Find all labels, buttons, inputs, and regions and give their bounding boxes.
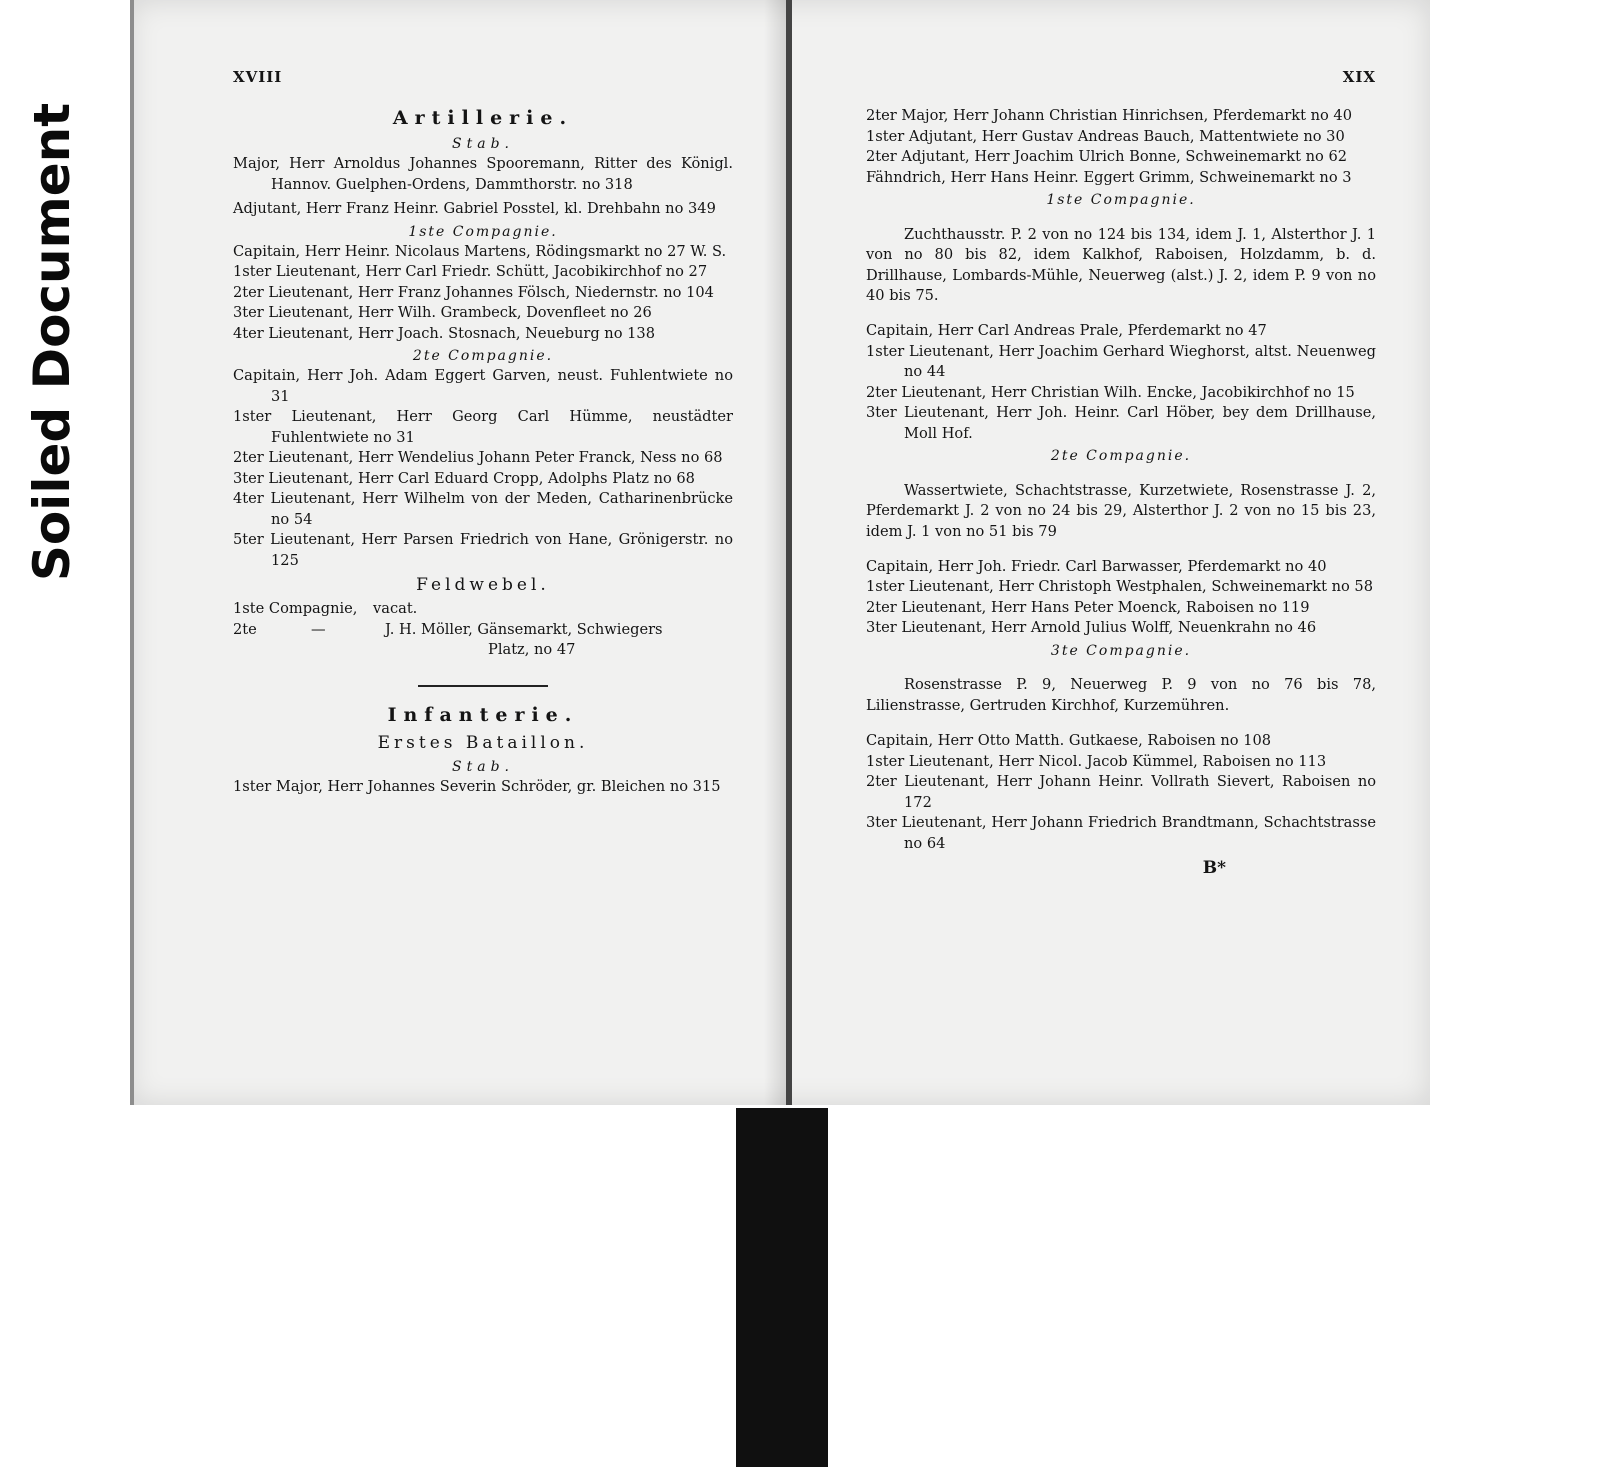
feldwebel-company: 1ste Compagnie, <box>233 600 358 617</box>
bookmark-ribbon <box>736 1108 828 1467</box>
section-divider <box>418 685 548 687</box>
infanterie-heading: Infanterie. <box>387 703 579 726</box>
roster-entry: 5ter Lieutenant, Herr Parsen Friedrich von Hane, Grönigerstr. no 125 <box>233 531 733 569</box>
soiled-document-stamp <box>22 92 82 592</box>
infanterie-company-3-label: 3te Compagnie. <box>1050 642 1192 659</box>
infanterie-stab-label: Stab. <box>452 758 514 775</box>
roster-entry: 2ter Lieutenant, Herr Hans Peter Moenck, Raboisen no 119 <box>866 598 1310 616</box>
roster-entry: 2ter Adjutant, Herr Joachim Ulrich Bonne, Schweinemarkt no 62 <box>866 148 1348 165</box>
artillerie-stab-label: Stab. <box>452 136 514 152</box>
artillerie-company-1-label: 1ste Compagnie. <box>408 223 558 240</box>
roster-entry: 4ter Lieutenant, Herr Joach. Stosnach, Neueburg no 138 <box>233 324 655 342</box>
feldwebel-heading: Feldwebel. <box>416 575 550 595</box>
feldwebel-continuation: Platz, no 47 <box>488 641 576 658</box>
book-left-edge <box>130 0 134 1105</box>
roster-entry: Major, Herr Arnoldus Johannes Spooremann, Ritter des Königl. Hannov. Guelphen-Ordens, Dammthorstr. no 318 <box>233 155 733 193</box>
left-page-content <box>233 102 733 797</box>
gutter-shadow <box>764 0 786 1105</box>
right-page <box>866 0 1376 1100</box>
roster-entry: 1ster Adjutant, Herr Gustav Andreas Bauch, Mattentwiete no 30 <box>866 127 1345 145</box>
feldwebel-ditto-dash: — <box>311 620 326 638</box>
roster-entry: 1ster Major, Herr Johannes Severin Schröder, gr. Bleichen no 315 <box>233 777 721 795</box>
company-district-description: Wassertwiete, Schachtstrasse, Kurzetwiete, Rosenstrasse J. 2, Pferdemarkt J. 2 von no 24 bis 29, Alsterthor J. 2 von no 15 bis 23, idem J. 1 von no 51 bis 79 <box>866 481 1376 540</box>
roster-entry: 2ter Major, Herr Johann Christian Hinrichsen, Pferdemarkt no 40 <box>866 107 1352 124</box>
stamp-text: Soiled Document <box>23 102 81 582</box>
artillerie-heading: Artillerie. <box>392 107 574 129</box>
roster-entry: 1ster Lieutenant, Herr Joachim Gerhard Wieghorst, altst. Neuenweg no 44 <box>866 342 1376 381</box>
feldwebel-row-1 <box>233 599 733 620</box>
infanterie-company-2-label: 2te Compagnie. <box>1050 448 1192 465</box>
company-district-description: Zuchthausstr. P. 2 von no 124 bis 134, idem J. 1, Alsterthor J. 1 von no 80 bis 82, idem Kalkhof, Raboisen, Holzdamm, b. d. Drillhause, Lombards-Mühle, Neuerweg (alst.) J. 2, idem P. 9 von no 40 bis 75. <box>866 225 1376 305</box>
feldwebel-name: J. H. Möller, Gänsemarkt, Schwiegers <box>385 620 663 638</box>
roster-entry: Capitain, Herr Joh. Adam Eggert Garven, neust. Fuhlentwiete no 31 <box>233 367 733 405</box>
roster-entry: 2ter Lieutenant, Herr Franz Johannes Fölsch, Niedernstr. no 104 <box>233 283 714 301</box>
roster-entry: 2ter Lieutenant, Herr Wendelius Johann Peter Franck, Ness no 68 <box>233 449 723 466</box>
book-gutter <box>786 0 792 1105</box>
right-page-content <box>866 106 1376 878</box>
roster-entry: Adjutant, Herr Franz Heinr. Gabriel Posstel, kl. Drehbahn no 349 <box>233 200 716 217</box>
battalion-heading: Erstes Bataillon. <box>377 732 589 753</box>
company-district-description: Rosenstrasse P. 9, Neuerweg P. 9 von no 76 bis 78, Lilienstrasse, Gertruden Kirchhof, Kurzemühren. <box>866 676 1376 714</box>
roster-entry: 1ster Lieutenant, Herr Nicol. Jacob Kümmel, Raboisen no 113 <box>866 752 1327 770</box>
roster-entry: 2ter Lieutenant, Herr Johann Heinr. Vollrath Sievert, Raboisen no 172 <box>866 773 1376 811</box>
roster-entry: 3ter Lieutenant, Herr Carl Eduard Cropp, Adolphs Platz no 68 <box>233 469 695 487</box>
roster-entry: 3ter Lieutenant, Herr Johann Friedrich Brandtmann, Schachtstrasse no 64 <box>866 814 1376 852</box>
signature-mark: B* <box>1202 858 1226 879</box>
roster-entry: Capitain, Herr Heinr. Nicolaus Martens, Rödingsmarkt no 27 W. S. <box>233 242 727 260</box>
feldwebel-name: vacat. <box>373 600 418 617</box>
infanterie-company-1-label: 1ste Compagnie. <box>1046 192 1196 208</box>
roster-entry: Capitain, Herr Carl Andreas Prale, Pferdemarkt no 47 <box>866 322 1267 340</box>
left-page <box>233 0 733 1100</box>
roster-entry: Capitain, Herr Joh. Friedr. Carl Barwasser, Pferdemarkt no 40 <box>866 557 1327 575</box>
roster-entry: Capitain, Herr Otto Matth. Gutkaese, Raboisen no 108 <box>866 732 1272 750</box>
roster-entry: Fähndrich, Herr Hans Heinr. Eggert Grimm, Schweinemarkt no 3 <box>866 168 1352 186</box>
feldwebel-company: 2te <box>233 620 257 638</box>
roster-entry: 3ter Lieutenant, Herr Arnold Julius Wolff, Neuenkrahn no 46 <box>866 619 1317 637</box>
roster-entry: 1ster Lieutenant, Herr Georg Carl Hümme, neustädter Fuhlentwiete no 31 <box>233 408 733 446</box>
feldwebel-row-2 <box>233 620 733 641</box>
roster-entry: 1ster Lieutenant, Herr Carl Friedr. Schütt, Jacobikirchhof no 27 <box>233 263 708 280</box>
roster-entry: 4ter Lieutenant, Herr Wilhelm von der Meden, Catharinenbrücke no 54 <box>233 490 733 528</box>
roster-entry: 3ter Lieutenant, Herr Joh. Heinr. Carl Höber, bey dem Drillhause, Moll Hof. <box>866 404 1376 442</box>
left-page-number: XVIII <box>233 68 283 86</box>
roster-entry: 2ter Lieutenant, Herr Christian Wilh. Encke, Jacobikirchhof no 15 <box>866 383 1355 401</box>
roster-entry: 1ster Lieutenant, Herr Christoph Westphalen, Schweinemarkt no 58 <box>866 578 1373 596</box>
right-page-number: XIX <box>1342 68 1376 86</box>
roster-entry: 3ter Lieutenant, Herr Wilh. Grambeck, Dovenfleet no 26 <box>233 304 652 321</box>
artillerie-company-2-label: 2te Compagnie. <box>412 348 554 364</box>
